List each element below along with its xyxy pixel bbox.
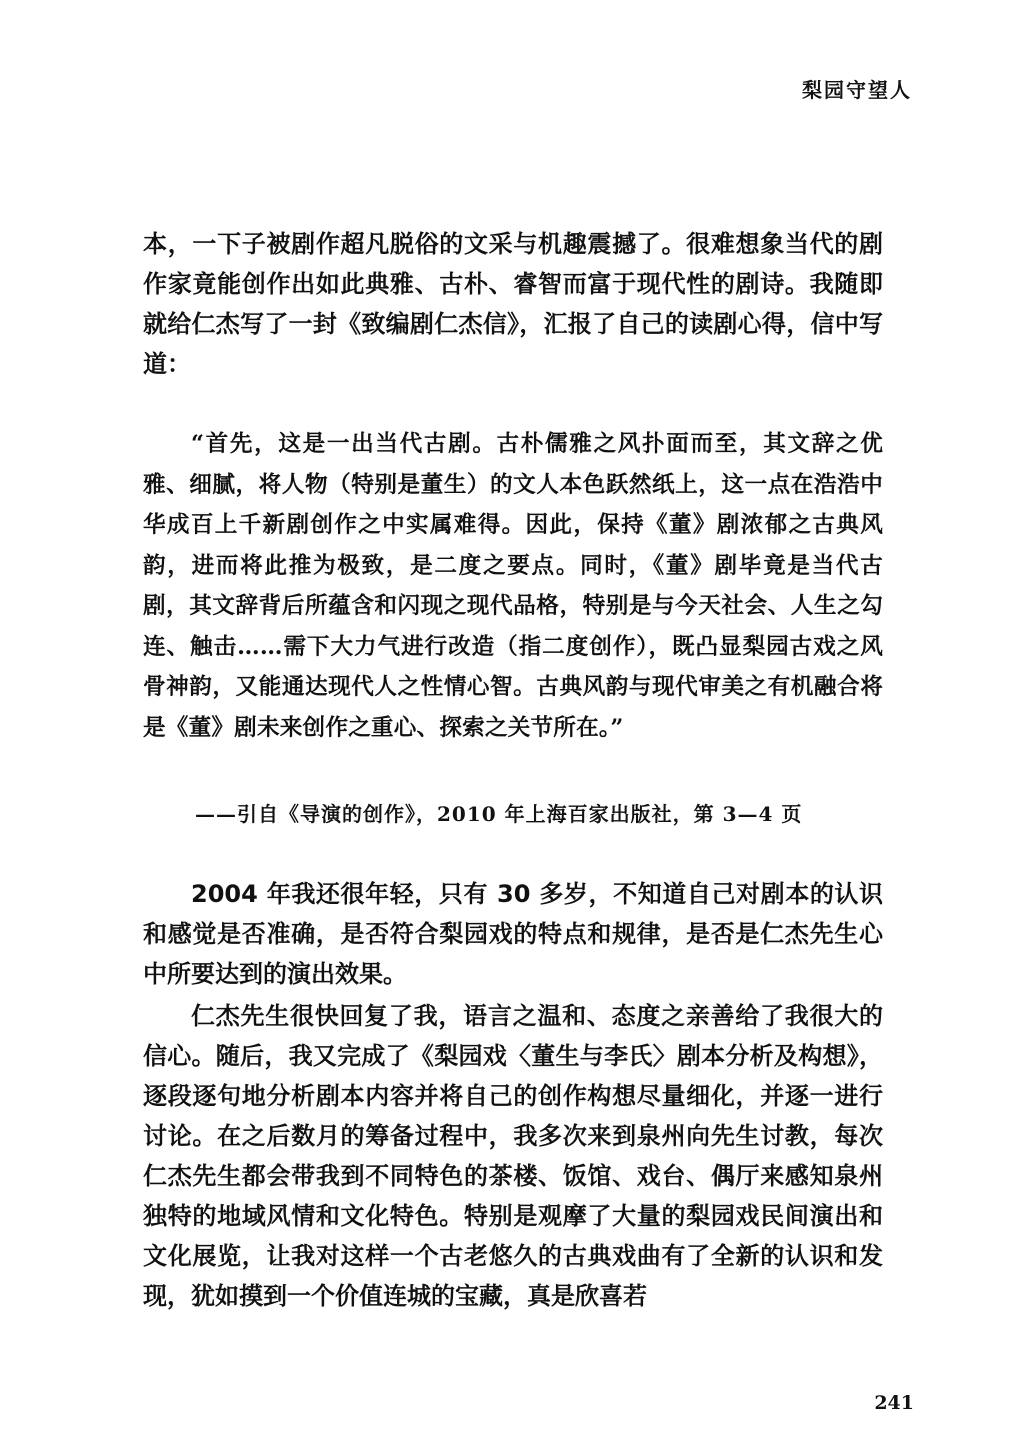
paragraph-group — [143, 874, 883, 1316]
quote-paragraph: “首先，这是一出当代古剧。古朴儒雅之风扑面而至，其文辞之优雅、细腻，将人物（特别是董生）的文人本色跃然纸上，这一点在浩浩中华成百上千新剧创作之中实属难得。因此，保持《董》剧浓郁之古典风韵，进而将此推为极致，是二度之要点。同时，《董》剧毕竟是当代古剧，其文辞背后所蕴含和闪现之现代品格，特别是与今天社会、人生之勾连、触击……需下大力气进行改造（指二度创作），既凸显梨园古戏之风骨神韵，又能通达现代人之性情心智。古典风韵与现代审美之有机融合将是《董》剧未来创作之重心、探索之关节所在。” — [143, 431, 883, 741]
paragraph-1: 本，一下子被剧作超凡脱俗的文采与机趣震撼了。很难想象当代的剧作家竟能创作出如此典雅、古朴、睿智而富于现代性的剧诗。我随即就给仁杰写了一封《致编剧仁杰信》，汇报了自己的读剧心得，信中写道： — [143, 230, 883, 378]
paragraph-opening — [143, 224, 883, 384]
letter-quote — [143, 424, 883, 748]
paragraph-2: 2004 年我还很年轻，只有 30 多岁，不知道自己对剧本的认识和感觉是否准确，是否符合梨园戏的特点和规律，是否是仁杰先生心中所要达到的演出效果。 — [143, 880, 883, 988]
page-number: 241 — [874, 1392, 914, 1414]
paragraph-3: 仁杰先生很快回复了我，语言之温和、态度之亲善给了我很大的信心。随后，我又完成了《梨园戏〈董生与李氏〉剧本分析及构想》，逐段逐句地分析剧本内容并将自己的创作构想尽量细化，并逐一进行讨论。在之后数月的筹备过程中，我多次来到泉州向先生讨教，每次仁杰先生都会带我到不同特色的茶楼、饭馆、戏台、偶厅来感知泉州独特的地域风情和文化特色。特别是观摩了大量的梨园戏民间演出和文化展览，让我对这样一个古老悠久的古典戏曲有了全新的认识和发现，犹如摸到一个价值连城的宝藏，真是欣喜若 — [143, 1002, 883, 1310]
running-head-title: 梨园守望人 — [802, 78, 912, 102]
quote-citation: ——引自《导演的创作》，2010 年上海百家出版社，第 3—4 页 — [195, 802, 803, 826]
